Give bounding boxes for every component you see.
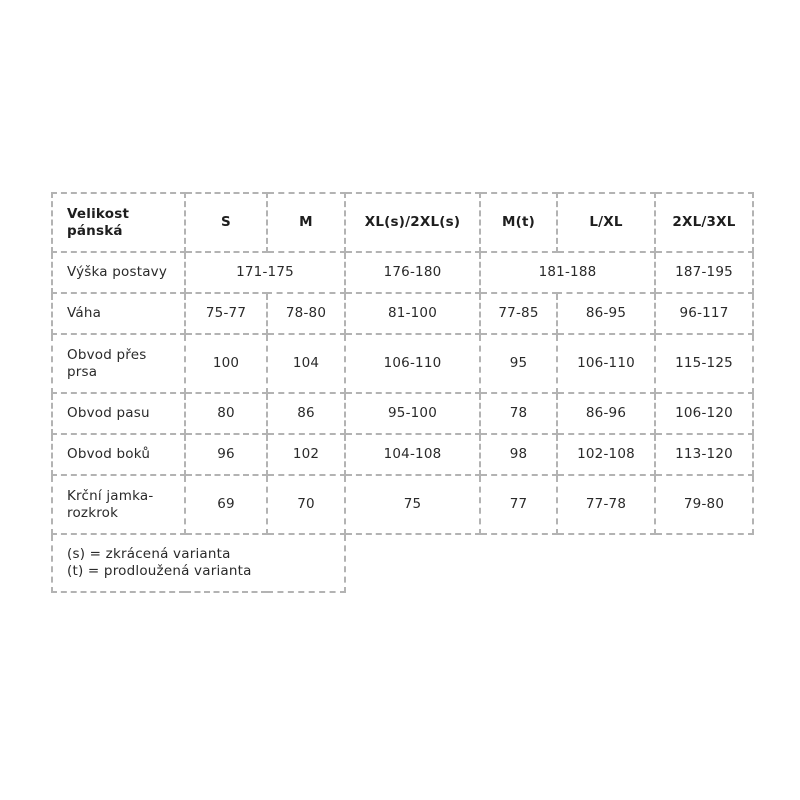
size-m-t-header: M(t) [480,193,557,252]
legend-line-short: (s) = zkrácená varianta [67,546,231,562]
height-row [52,252,753,293]
waist-value: 80 [185,393,267,434]
weight-value: 81-100 [345,293,480,334]
chest-row [52,334,753,393]
inseam-value: 70 [267,475,345,534]
chest-value: 106-110 [345,334,480,393]
weight-value: 75-77 [185,293,267,334]
size-m-header: M [267,193,345,252]
waist-value: 86-96 [557,393,655,434]
inseam-label [52,475,185,534]
hips-value: 113-120 [655,434,753,475]
inseam-value: 79-80 [655,475,753,534]
weight-value: 86-95 [557,293,655,334]
chest-value: 115-125 [655,334,753,393]
weight-value: 96-117 [655,293,753,334]
hips-value: 102 [267,434,345,475]
header-label-line1: Velikost [67,205,130,222]
header-label [52,193,185,252]
waist-label: Obvod pasu [52,393,185,434]
header-row [52,193,753,252]
inseam-row [52,475,753,534]
waist-value: 106-120 [655,393,753,434]
legend-line-long: (t) = prodloužená varianta [67,563,252,579]
weight-row [52,293,753,334]
inseam-value: 77 [480,475,557,534]
inseam-value: 69 [185,475,267,534]
weight-label: Váha [52,293,185,334]
waist-value: 86 [267,393,345,434]
inseam-value: 75 [345,475,480,534]
height-value: 176-180 [345,252,480,293]
height-value: 171-175 [185,252,345,293]
legend-spacer [345,534,753,592]
hips-label: Obvod boků [52,434,185,475]
weight-value: 77-85 [480,293,557,334]
height-value: 187-195 [655,252,753,293]
chest-value: 100 [185,334,267,393]
chest-label-line2: prsa [67,363,98,380]
size-l-xl-header: L/XL [557,193,655,252]
chest-label [52,334,185,393]
waist-value: 95-100 [345,393,480,434]
hips-row [52,434,753,475]
chest-value: 104 [267,334,345,393]
waist-row [52,393,753,434]
chest-label-line1: Obvod přes [67,346,147,363]
waist-value: 78 [480,393,557,434]
inseam-label-line1: Krční jamka- [67,487,154,504]
hips-value: 102-108 [557,434,655,475]
chest-value: 95 [480,334,557,393]
weight-value: 78-80 [267,293,345,334]
size-2xl-3xl-header: 2XL/3XL [655,193,753,252]
hips-value: 98 [480,434,557,475]
hips-value: 96 [185,434,267,475]
size-xl-s-header: XL(s)/2XL(s) [345,193,480,252]
inseam-value: 77-78 [557,475,655,534]
inseam-label-line2: rozkrok [67,504,119,521]
legend-row [52,534,753,592]
size-s-header: S [185,193,267,252]
legend-note [52,534,345,592]
header-label-line2: pánská [67,222,123,239]
size-chart-table [51,192,754,593]
height-value: 181-188 [480,252,655,293]
height-label: Výška postavy [52,252,185,293]
hips-value: 104-108 [345,434,480,475]
chest-value: 106-110 [557,334,655,393]
